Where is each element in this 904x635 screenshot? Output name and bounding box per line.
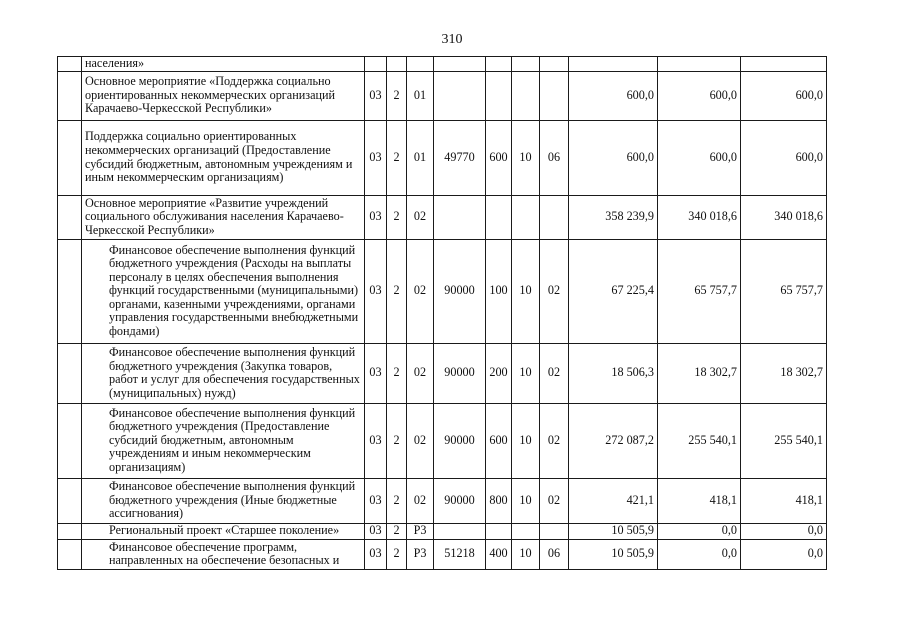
code-cell: 02: [540, 239, 569, 343]
code-cell: 90000: [434, 239, 486, 343]
code-cell: 90000: [434, 343, 486, 403]
code-cell: 01: [407, 71, 434, 120]
blank-cell: [58, 523, 82, 539]
code-cell: 03: [365, 478, 387, 523]
code-cell: P3: [407, 523, 434, 539]
name-cell: населения»: [82, 57, 365, 72]
code-cell: 03: [365, 71, 387, 120]
code-cell: 49770: [434, 120, 486, 195]
amount-cell: 18 302,7: [658, 343, 741, 403]
code-cell: 800: [486, 478, 512, 523]
amount-cell: 600,0: [658, 120, 741, 195]
code-cell: 2: [387, 539, 407, 569]
code-cell: [434, 57, 486, 72]
amount-cell: 272 087,2: [569, 403, 658, 478]
amount-cell: 421,1: [569, 478, 658, 523]
budget-table: [57, 56, 827, 570]
amount-cell: 600,0: [569, 71, 658, 120]
amount-cell: [569, 57, 658, 72]
code-cell: 600: [486, 403, 512, 478]
code-cell: 03: [365, 539, 387, 569]
amount-cell: 600,0: [741, 71, 827, 120]
table-row: [58, 71, 827, 120]
blank-cell: [58, 403, 82, 478]
code-cell: [434, 523, 486, 539]
code-cell: [540, 195, 569, 239]
name-cell: Финансовое обеспечение выполнения функций бюджетного учреждения (Расходы на выплаты персоналу в целях обеспечения выполнения функций государственными (муниципальными) органами, казенными учреждениями, органами управления государственными внебюджетными фондами): [82, 239, 365, 343]
blank-cell: [58, 120, 82, 195]
code-cell: 10: [512, 120, 540, 195]
code-cell: [512, 195, 540, 239]
code-cell: [540, 523, 569, 539]
code-cell: 2: [387, 343, 407, 403]
code-cell: 90000: [434, 403, 486, 478]
amount-cell: 600,0: [741, 120, 827, 195]
code-cell: 10: [512, 539, 540, 569]
code-cell: 100: [486, 239, 512, 343]
code-cell: [512, 57, 540, 72]
table-row: [58, 523, 827, 539]
code-cell: 2: [387, 71, 407, 120]
code-cell: 02: [407, 403, 434, 478]
amount-cell: 0,0: [741, 523, 827, 539]
code-cell: 06: [540, 539, 569, 569]
code-cell: 02: [540, 478, 569, 523]
blank-cell: [58, 195, 82, 239]
name-cell: Поддержка социально ориентированных некоммерческих организаций (Предоставление субсидий бюджетным, автономным учреждениям и иным некоммерческим организациям): [82, 120, 365, 195]
blank-cell: [58, 57, 82, 72]
code-cell: 600: [486, 120, 512, 195]
amount-cell: 67 225,4: [569, 239, 658, 343]
amount-cell: 255 540,1: [658, 403, 741, 478]
code-cell: 2: [387, 403, 407, 478]
code-cell: 2: [387, 195, 407, 239]
code-cell: [365, 57, 387, 72]
table-row: [58, 403, 827, 478]
code-cell: 02: [540, 403, 569, 478]
code-cell: 03: [365, 239, 387, 343]
table-row: [58, 478, 827, 523]
code-cell: 03: [365, 403, 387, 478]
code-cell: 10: [512, 478, 540, 523]
blank-cell: [58, 539, 82, 569]
name-cell: Региональный проект «Старшее поколение»: [82, 523, 365, 539]
blank-cell: [58, 343, 82, 403]
code-cell: 02: [407, 478, 434, 523]
amount-cell: 0,0: [658, 523, 741, 539]
code-cell: 02: [407, 343, 434, 403]
name-cell: Основное мероприятие «Поддержка социально ориентированных некоммерческих организаций Карачаево-Черкесской Республики»: [82, 71, 365, 120]
code-cell: [486, 71, 512, 120]
name-cell: Финансовое обеспечение выполнения функций бюджетного учреждения (Иные бюджетные ассигнования): [82, 478, 365, 523]
code-cell: 02: [407, 239, 434, 343]
table-row: [58, 120, 827, 195]
amount-cell: 255 540,1: [741, 403, 827, 478]
code-cell: 10: [512, 403, 540, 478]
name-cell: Финансовое обеспечение программ, направленных на обеспечение безопасных и: [82, 539, 365, 569]
blank-cell: [58, 239, 82, 343]
code-cell: [434, 195, 486, 239]
amount-cell: 10 505,9: [569, 523, 658, 539]
code-cell: 06: [540, 120, 569, 195]
code-cell: 200: [486, 343, 512, 403]
code-cell: P3: [407, 539, 434, 569]
amount-cell: 65 757,7: [741, 239, 827, 343]
amount-cell: 600,0: [569, 120, 658, 195]
code-cell: [486, 523, 512, 539]
table-row: [58, 57, 827, 72]
code-cell: [486, 195, 512, 239]
code-cell: 02: [540, 343, 569, 403]
name-cell: Финансовое обеспечение выполнения функций бюджетного учреждения (Закупка товаров, работ и услуг для обеспечения государственных (муниципальных) нужд): [82, 343, 365, 403]
code-cell: 02: [407, 195, 434, 239]
code-cell: 10: [512, 239, 540, 343]
amount-cell: 18 302,7: [741, 343, 827, 403]
amount-cell: 418,1: [658, 478, 741, 523]
amount-cell: 65 757,7: [658, 239, 741, 343]
code-cell: 2: [387, 478, 407, 523]
code-cell: 2: [387, 239, 407, 343]
name-cell: Основное мероприятие «Развитие учреждений социального обслуживания населения Карачаево-Черкесской Республики»: [82, 195, 365, 239]
code-cell: 03: [365, 343, 387, 403]
amount-cell: 418,1: [741, 478, 827, 523]
table-row: [58, 195, 827, 239]
amount-cell: 0,0: [741, 539, 827, 569]
table-row: [58, 539, 827, 569]
table-row: [58, 239, 827, 343]
code-cell: [387, 57, 407, 72]
code-cell: 400: [486, 539, 512, 569]
code-cell: 01: [407, 120, 434, 195]
amount-cell: 0,0: [658, 539, 741, 569]
code-cell: 2: [387, 523, 407, 539]
code-cell: 51218: [434, 539, 486, 569]
table-row: [58, 343, 827, 403]
code-cell: 10: [512, 343, 540, 403]
code-cell: [486, 57, 512, 72]
code-cell: [540, 71, 569, 120]
page-number: 310: [441, 32, 463, 47]
code-cell: 90000: [434, 478, 486, 523]
code-cell: [407, 57, 434, 72]
amount-cell: 358 239,9: [569, 195, 658, 239]
code-cell: [540, 57, 569, 72]
code-cell: [434, 71, 486, 120]
code-cell: 03: [365, 523, 387, 539]
amount-cell: [658, 57, 741, 72]
code-cell: [512, 523, 540, 539]
blank-cell: [58, 71, 82, 120]
code-cell: 03: [365, 195, 387, 239]
code-cell: 2: [387, 120, 407, 195]
amount-cell: 340 018,6: [741, 195, 827, 239]
code-cell: 03: [365, 120, 387, 195]
amount-cell: 340 018,6: [658, 195, 741, 239]
amount-cell: [741, 57, 827, 72]
code-cell: [512, 71, 540, 120]
amount-cell: 600,0: [658, 71, 741, 120]
amount-cell: 18 506,3: [569, 343, 658, 403]
amount-cell: 10 505,9: [569, 539, 658, 569]
blank-cell: [58, 478, 82, 523]
name-cell: Финансовое обеспечение выполнения функций бюджетного учреждения (Предоставление субсидий бюджетным, автономным учреждениям и иным некоммерческим организациям): [82, 403, 365, 478]
